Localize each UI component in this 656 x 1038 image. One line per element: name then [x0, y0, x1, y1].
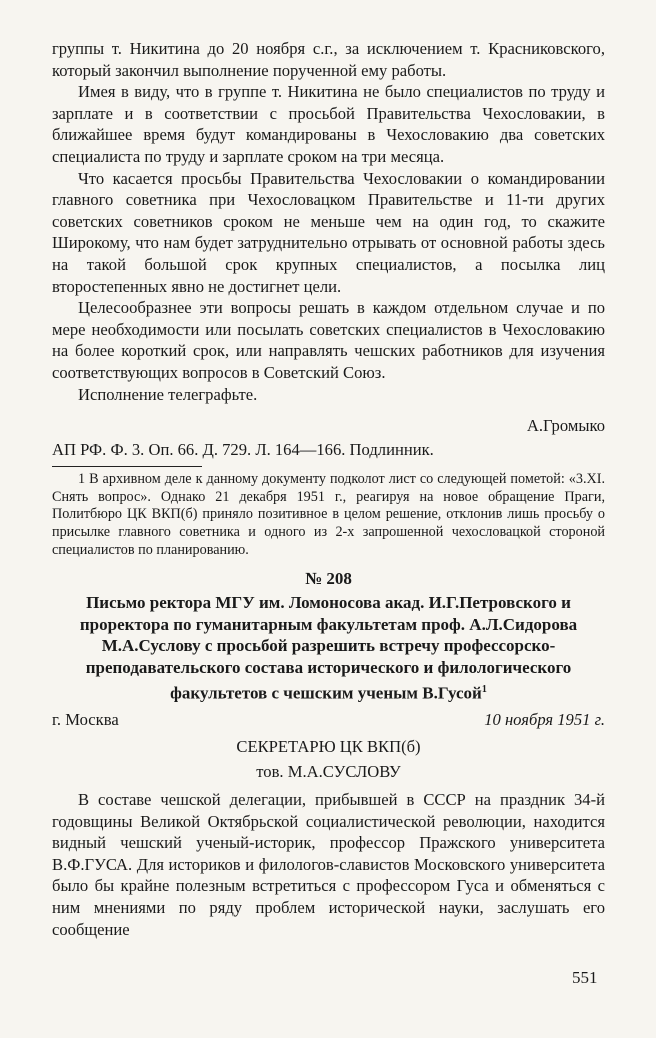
- archive-source: АП РФ. Ф. 3. Оп. 66. Д. 729. Л. 164—166. Подлинник.: [52, 439, 434, 459]
- footnote-divider: [52, 466, 202, 467]
- paragraph-5: Исполнение телеграфьте.: [78, 384, 258, 404]
- document-date: 10 ноября 1951 г.: [484, 709, 605, 729]
- footnote-text: В архивном деле к данному документу подколот лист со следующей пометой: «3.XI. Снять вопрос». Однако 21 декабря 1951 г., реагируя на новое обращение Праги, Политбюро ЦК ВКП(б) приняло позитивное в целом решение, отклонив лишь просьбу о присылке главного советника и одного из 2-х запрошенной чехословацкой стороной специалистов по планированию.: [52, 471, 606, 558]
- document-title-text: Письмо ректора МГУ им. Ломоносова акад. И.Г.Петровского и проректора по гуманитарным факультетам проф. А.Л.Сидорова М.А.Суслову с просьбой разрешить встречу профессорско-преподавательского состава исторического и филологического факультетов с чешским ученым В.Гусой: [79, 593, 578, 703]
- addressee-name: тов. М.А.СУСЛОВУ: [256, 762, 401, 782]
- footnote-marker: 1: [78, 471, 86, 488]
- footnote: [52, 471, 605, 559]
- paragraph-1: группы т. Никитина до 20 ноября с.г., за исключением т. Красниковского, который закончил выполнение порученной ему работы.: [52, 39, 605, 80]
- page-number: 551: [572, 968, 598, 987]
- title-footnote-marker: 1: [481, 683, 487, 695]
- document-place: г. Москва: [52, 709, 119, 729]
- paragraph-4: Целесообразнее эти вопросы решать в каждом отдельном случае и по мере необходимости или посылать советских специалистов в Чехословакию на более короткий срок, или направлять чешских работников для изучения соответствующих вопросов в Советский Союз.: [52, 298, 605, 382]
- place-date-line: [52, 710, 605, 730]
- document-title: [52, 592, 605, 704]
- page-content: [52, 38, 605, 940]
- paragraph-3: Что касается просьбы Правительства Чехословакии о командировании главного советника при Чехословацком Правительстве и 11-ти других советских советников сроком не меньше чем на один год, то скажите Широкому, что нам будет затруднительно отрывать от основной работы здесь на такой большой срок крупных специалистов, а посылка лиц второстепенных явно не достигнет цели.: [52, 168, 605, 296]
- signature: А.Громыко: [526, 416, 605, 436]
- addressee-title: СЕКРЕТАРЮ ЦК ВКП(б): [236, 736, 421, 756]
- paragraph-2: Имея в виду, что в группе т. Никитина не было специалистов по труду и зарплате и в соответствии с просьбой Правительства Чехословакии, в ближайшее время будут командированы в Чехословакию два советских специалиста по труду и зарплате сроком на три месяца.: [52, 82, 605, 166]
- letter-body: В составе чешской делегации, прибывшей в СССР на праздник 34-й годовщины Великой Октябрьской социалистической революции, находится видный чешский ученый-историк, профессор Пражского университета В.Ф.ГУСА. Для историков и филологов-славистов Московского университета было бы крайне полезным встретиться с профессором Гуса и обменяться с ним мнениями по ряду проблем исторической науки, заслушать его сообщение: [52, 790, 605, 939]
- document-number: № 208: [305, 569, 352, 589]
